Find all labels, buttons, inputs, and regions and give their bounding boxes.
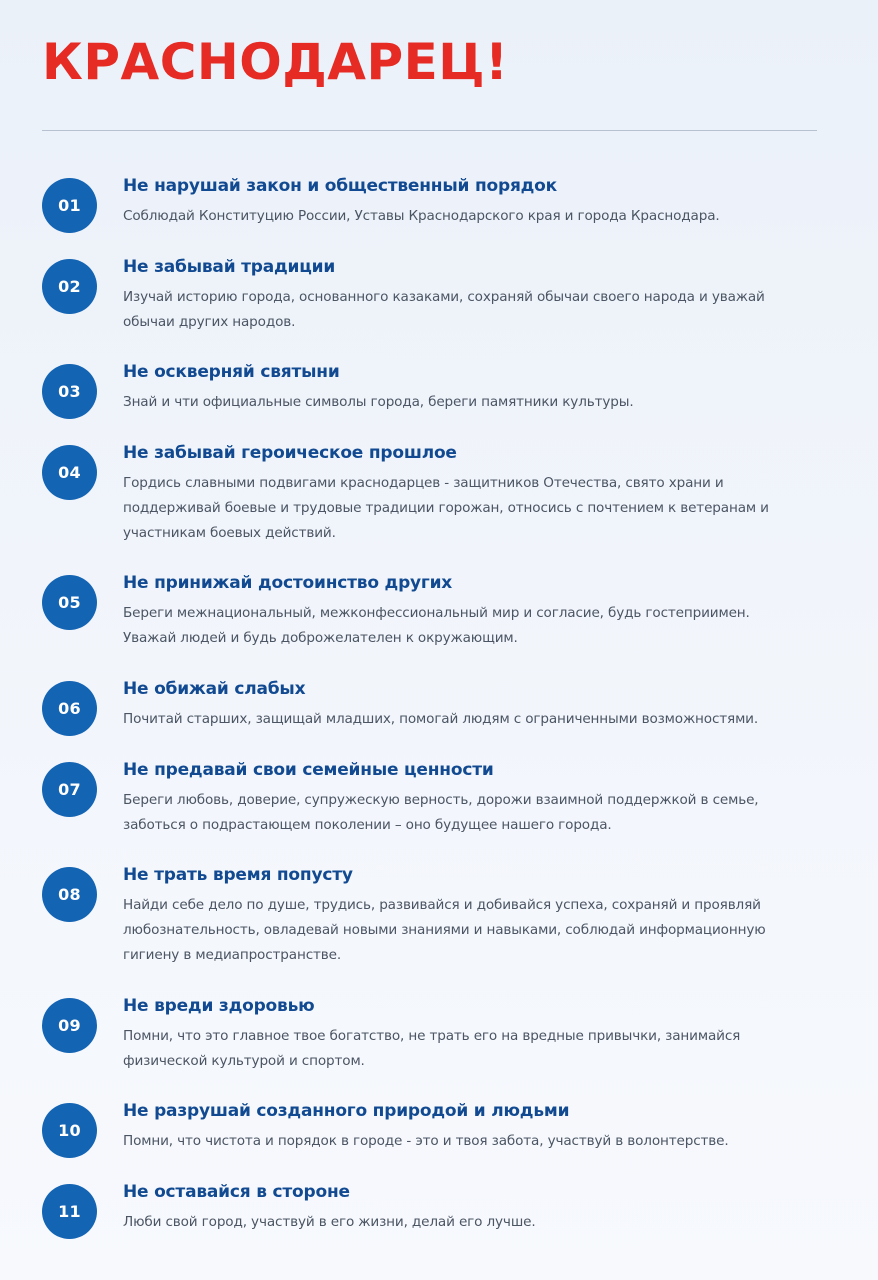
rule-text: Знай и чти официальные символы города, береги памятники культуры.: [123, 394, 634, 410]
rule-title: Не принижай достоинство других: [123, 573, 453, 593]
rule-number-badge: 05: [42, 575, 97, 630]
rule-text: Помни, что это главное твое богатство, не трать его на вредные привычки, занимайся физической культурой и спортом.: [123, 1028, 741, 1069]
rule-text: Береги любовь, доверие, супружескую верность, дорожи взаимной поддержкой в семье, заботься о подрастающем поколении – оно будущее нашего города.: [123, 792, 759, 833]
rule-number-badge: 02: [42, 259, 97, 314]
rule-text: Изучай историю города, основанного казаками, сохраняй обычаи своего народа и уважай обычаи других народов.: [123, 289, 765, 330]
rule-text: Соблюдай Конституцию России, Уставы Краснодарского края и города Краснодара.: [123, 208, 720, 224]
rule-text: Береги межнациональный, межконфессиональный мир и согласие, будь гостеприимен. Уважай людей и будь доброжелателен к окружающим.: [123, 605, 750, 646]
rule-number-badge: 01: [42, 178, 97, 233]
rule-number-badge: 04: [42, 445, 97, 500]
rule-number-badge: 10: [42, 1103, 97, 1158]
rule-number-badge: 09: [42, 998, 97, 1053]
rule-text: Люби свой город, участвуй в его жизни, делай его лучше.: [123, 1214, 536, 1230]
page-title: КРАСНОДАРЕЦ!: [42, 33, 509, 91]
rule-number-badge: 07: [42, 762, 97, 817]
rule-title: Не разрушай созданного природой и людьми: [123, 1101, 570, 1121]
rule-title: Не оскверняй святыни: [123, 362, 340, 382]
rule-title: Не обижай слабых: [123, 679, 306, 699]
title-divider: [42, 130, 817, 131]
rule-title: Не нарушай закон и общественный порядок: [123, 176, 558, 196]
rule-text: Гордись славными подвигами краснодарцев - защитников Отечества, свято храни и поддерживай боевые и трудовые традиции горожан, относись с почтением к ветеранам и участникам боевых действий.: [123, 475, 769, 541]
rule-title: Не вреди здоровью: [123, 996, 315, 1016]
rule-title: Не предавай свои семейные ценности: [123, 760, 494, 780]
rule-number-badge: 11: [42, 1184, 97, 1239]
rule-title: Не забывай традиции: [123, 257, 336, 277]
rule-title: Не забывай героическое прошлое: [123, 443, 457, 463]
rule-text: Найди себе дело по душе, трудись, развивайся и добивайся успеха, сохраняй и проявляй любознательность, овладевай новыми знаниями и навыками, соблюдай информационную гигиену в медиапространстве.: [123, 897, 766, 963]
rule-text: Почитай старших, защищай младших, помогай людям с ограниченными возможностями.: [123, 711, 759, 727]
rule-text: Помни, что чистота и порядок в городе - это и твоя забота, участвуй в волонтерстве.: [123, 1133, 729, 1149]
rule-number-badge: 06: [42, 681, 97, 736]
rule-number-badge: 08: [42, 867, 97, 922]
rule-number-badge: 03: [42, 364, 97, 419]
rule-title: Не трать время попусту: [123, 865, 353, 885]
rule-title: Не оставайся в стороне: [123, 1182, 350, 1202]
